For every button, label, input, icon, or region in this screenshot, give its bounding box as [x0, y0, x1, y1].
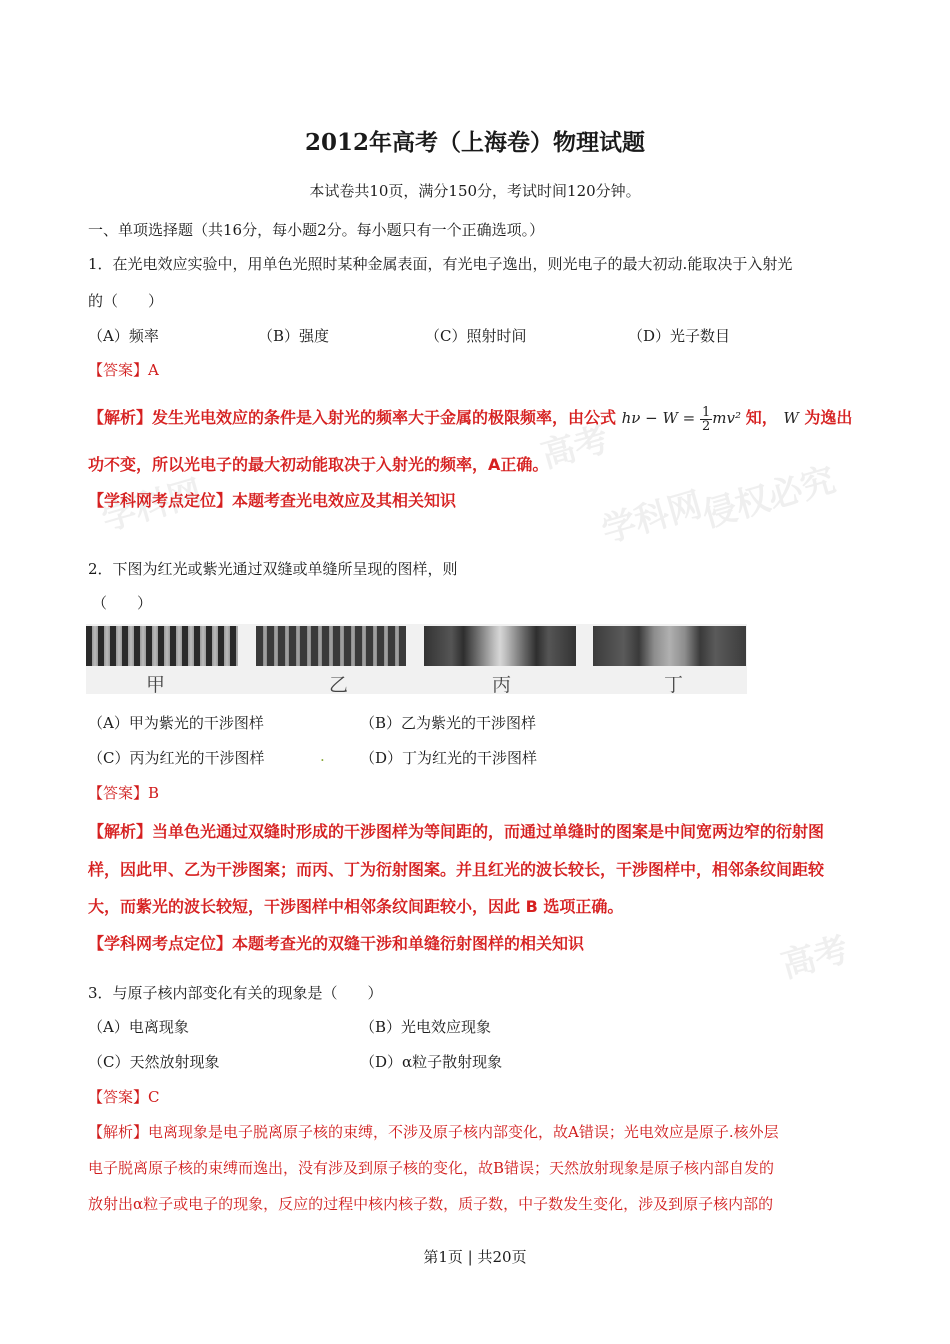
q2-explanation-line3: 大，而紫光的波长较短，干涉图样中相邻条纹间距较小，因此 B 选项正确。 — [88, 897, 624, 916]
q1-knowledge-point: 【学科网考点定位】本题考查光电效应及其相关知识 — [88, 491, 457, 510]
section-heading: 一、单项选择题（共16分，每小题2分。每小题只有一个正确选项。） — [88, 221, 545, 239]
pattern-jia — [86, 626, 238, 666]
pattern-label-yi: 乙 — [329, 674, 349, 696]
q3-explanation-line2: 电子脱离原子核的束缚而逸出，没有涉及到原子核的变化，故B错误；天然放射现象是原子核内部自发的 — [88, 1159, 775, 1177]
q2-option-c: （C）丙为红光的干涉图样 — [88, 749, 265, 767]
pattern-yi — [256, 626, 406, 666]
q1-explanation-line2: 功不变，所以光电子的最大初动能取决于入射光的频率，A正确。 — [88, 455, 549, 474]
watermark-text: 学科网 — [97, 472, 207, 540]
q3-option-d: （D）α粒子散射现象 — [360, 1053, 503, 1071]
pattern-label-bing: 丙 — [492, 674, 512, 696]
q1-expl-text-c: 为逸出 — [804, 408, 853, 427]
exam-info: 本试卷共10页，满分150分，考试时间120分钟。 — [309, 182, 641, 200]
watermark-text: 侵权必究 — [698, 459, 840, 536]
watermark-text: 高考 — [536, 419, 614, 477]
q2-explanation-line1: 【解析】当单色光通过双缝时形成的干涉图样为等间距的，而通过单缝时的图案是中间宽两边窄的衍射图 — [88, 822, 825, 841]
q3-option-c: （C）天然放射现象 — [88, 1053, 220, 1071]
q2-knowledge-point: 【学科网考点定位】本题考查光的双缝干涉和单缝衍射图样的相关知识 — [88, 934, 585, 953]
q1-formula-w: W — [783, 409, 799, 427]
page-title: 2012年高考（上海卷）物理试题 — [304, 129, 645, 156]
q1-option-b: （B）强度 — [258, 327, 330, 345]
q2-stem-line1: 2．下图为红光或紫光通过双缝或单缝所呈现的图样，则 — [88, 560, 458, 578]
pattern-label-jia: 甲 — [146, 674, 166, 696]
watermark-text: 学科网 — [597, 484, 707, 552]
q3-answer: 【答案】C — [88, 1088, 160, 1106]
q3-stem: 3．与原子核内部变化有关的现象是（ ） — [88, 984, 383, 1002]
q1-expl-text-b: 知， — [745, 408, 778, 427]
q1-formula — [621, 404, 746, 434]
q1-option-d: （D）光子数目 — [628, 327, 731, 345]
q2-option-a: （A）甲为紫光的干涉图样 — [88, 714, 264, 732]
q2-stem-line2: （ ） — [92, 594, 153, 612]
q1-expl-text-a: 【解析】发生光电效应的条件是入射光的频率大于金属的极限频率，由公式 — [88, 408, 617, 427]
formula-rhs: mv² — [712, 409, 742, 427]
q2-option-d: （D）丁为红光的干涉图样 — [360, 749, 538, 767]
pattern-ding — [593, 626, 746, 666]
q1-option-c: （C）照射时间 — [425, 327, 527, 345]
watermark-text: 高考 — [776, 929, 854, 987]
q2-option-b: （B）乙为紫光的干涉图样 — [360, 714, 537, 732]
fraction-denominator: 2 — [702, 418, 711, 434]
q1-option-a: （A）频率 — [88, 327, 159, 345]
page-footer: 第1页 | 共20页 — [423, 1248, 527, 1266]
q3-option-a: （A）电离现象 — [88, 1018, 189, 1036]
formula-fraction — [700, 406, 712, 433]
stray-dot: . — [320, 747, 325, 765]
q3-explanation-line3: 放射出α粒子或电子的现象，反应的过程中核内核子数，质子数，中子数发生变化，涉及到原子核内部的 — [88, 1195, 774, 1213]
pattern-label-ding: 丁 — [664, 674, 684, 696]
formula-lhs: hν − W = — [621, 409, 696, 427]
q3-option-b: （B）光电效应现象 — [360, 1018, 492, 1036]
q2-explanation-line2: 样，因此甲、乙为干涉图案；而丙、丁为衍射图案。并且红光的波长较长，干涉图样中，相邻条纹间距较 — [88, 860, 825, 879]
q2-answer: 【答案】B — [88, 784, 160, 802]
fringe-pattern-figure — [86, 624, 747, 694]
q1-stem-line1: 1．在光电效应实验中，用单色光照时某种金属表面，有光电子逸出，则光电子的最大初动.能取决于入射光 — [88, 255, 793, 273]
pattern-bing — [424, 626, 576, 666]
q3-explanation-line1: 【解析】电离现象是电子脱离原子核的束缚，不涉及原子核内部变化，故A错误；光电效应是原子.核外层 — [88, 1123, 779, 1141]
fraction-numerator: 1 — [702, 404, 711, 420]
q1-answer: 【答案】A — [88, 361, 159, 379]
q1-stem-line2: 的（ ） — [88, 292, 164, 310]
q1-explanation-line1 — [88, 405, 852, 433]
